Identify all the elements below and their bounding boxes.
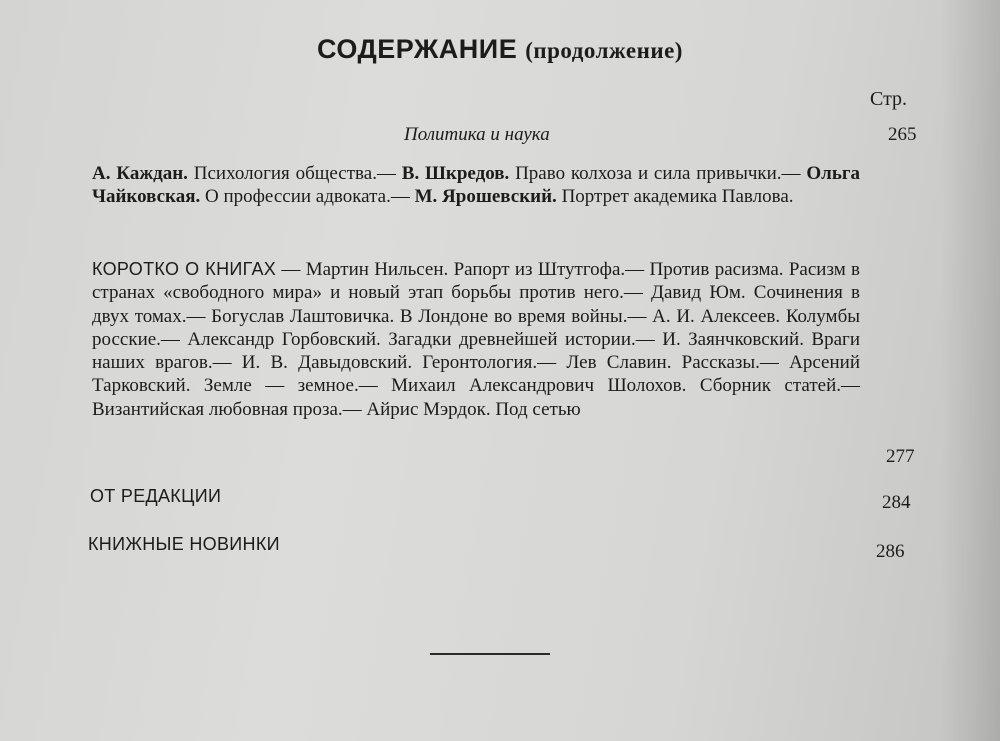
entry-author: В. Шкредов.	[401, 163, 510, 184]
page-column-label: Стр.	[870, 88, 908, 110]
page-title	[0, 34, 1000, 65]
entry-text: Право колхоза и сила привычки.—	[509, 163, 807, 184]
new-books-page-number: 286	[876, 541, 905, 562]
editorial-page-number: 284	[882, 492, 911, 513]
toc-entry-politics	[92, 162, 860, 209]
entry-text: Психология общества.—	[187, 163, 402, 184]
section-title: Политика и наука	[404, 124, 550, 145]
entry-heading: КОРОТКО О КНИГАХ	[92, 259, 277, 279]
toc-entry-books	[92, 258, 860, 421]
title-main: СОДЕРЖАНИЕ	[317, 34, 518, 64]
closing-rule	[430, 653, 550, 655]
toc-entry-editorial: ОТ РЕДАКЦИИ	[90, 486, 222, 506]
section-page-number: 265	[888, 124, 917, 145]
entry-author: М. Ярошевский.	[414, 186, 557, 208]
page-shadow	[940, 0, 1000, 741]
title-subtitle: (продолжение)	[525, 38, 683, 63]
entry-text: О профессии адвоката.—	[200, 186, 415, 208]
toc-entry-new-books: КНИЖНЫЕ НОВИНКИ	[88, 534, 280, 554]
entry-author: А. Каждан.	[92, 163, 188, 184]
entry-author: Ольга Чайковская.	[92, 163, 861, 208]
entry-text: — Мартин Нильсен. Рапорт из Штутгофа.— Против расизма. Расизм в странах «свободного мира» и новый этап борьбы против него.— Давид Юм. Сочинения в двух томах.— Богуслав Лаштовичка. В Лондоне во время войны.— А. И. Алексеев. Колумбы росские.— Александр Горбовский. Загадки древнейшей истории.— И. Заянчковский. Враги наших врагов.— И. В. Давыдовский. Геронтология.— Лев Славин. Рассказы.— Арсений Тарковский. Земле — земное.— Михаил Александрович Шолохов. Сборник статей.— Византийская любовная проза.— Айрис Мэрдок. Под сетью	[92, 259, 860, 420]
books-page-number: 277	[886, 446, 915, 467]
entry-text: Портрет академика Павлова.	[556, 186, 794, 208]
